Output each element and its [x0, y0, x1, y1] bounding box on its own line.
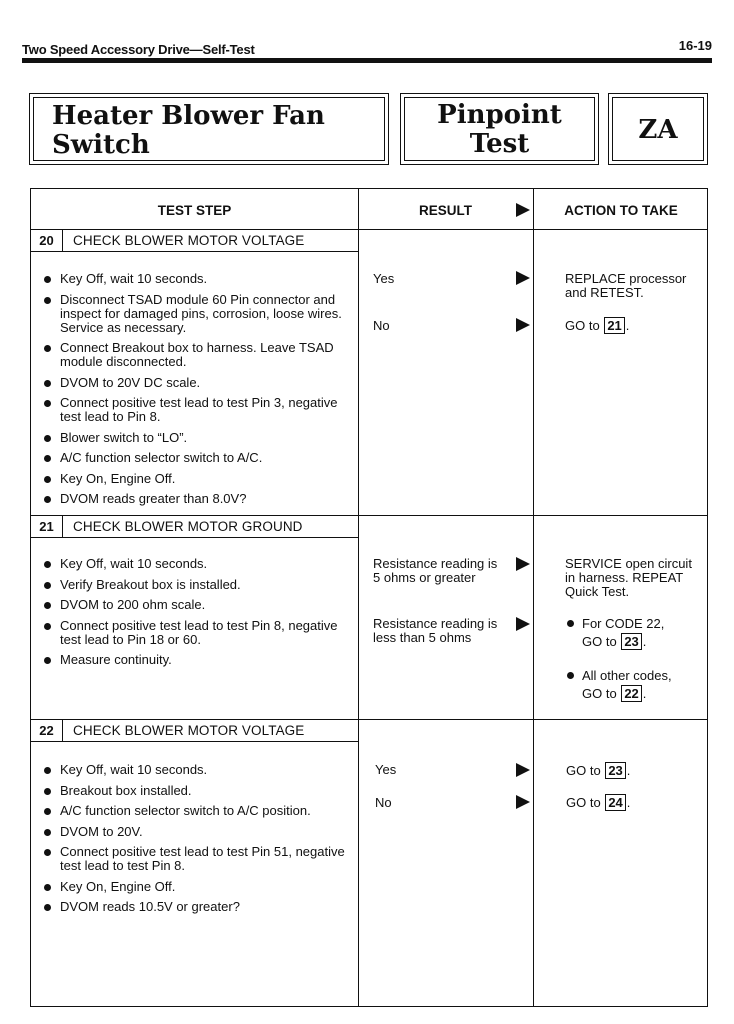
goto-suffix: . — [626, 795, 631, 810]
result-line: less than 5 ohms — [373, 630, 472, 645]
step-20-label — [31, 230, 359, 252]
result-line: 5 ohms or greater — [373, 570, 476, 585]
step-20-number: 20 — [31, 230, 63, 251]
list-item: A/C function selector switch to A/C position. — [41, 804, 359, 818]
step-20-result-no: No — [373, 318, 390, 333]
action-line: For CODE 22, — [582, 616, 665, 631]
action-line: Quick Test. — [565, 584, 630, 599]
step-20-title: CHECK BLOWER MOTOR VOLTAGE — [73, 233, 305, 248]
action-line: All other codes, — [582, 668, 672, 683]
step-21-action-2 — [565, 615, 664, 651]
step-22-result-yes-arrow — [516, 763, 530, 777]
title-main-line1: Heater Blower Fan — [52, 101, 325, 131]
list-item: Breakout box installed. — [41, 784, 359, 798]
list-item: Key Off, wait 10 seconds. — [41, 557, 359, 571]
goto-step-ref: 23 — [621, 633, 641, 650]
header-rule — [22, 58, 712, 63]
step-22-result-yes: Yes — [375, 762, 397, 777]
list-item: Key On, Engine Off. — [41, 472, 359, 486]
step-22-action-2 — [566, 794, 630, 811]
goto-label: GO to — [566, 795, 601, 810]
goto-label: GO to — [565, 318, 600, 333]
step-20-result-yes-arrow — [516, 271, 530, 285]
list-item: Key On, Engine Off. — [41, 880, 359, 894]
goto-step-ref: 23 — [605, 762, 625, 779]
action-line: in harness. REPEAT — [565, 570, 684, 585]
goto-step-ref: 21 — [604, 317, 624, 334]
list-item: DVOM reads greater than 8.0V? — [41, 492, 359, 506]
list-item: A/C function selector switch to A/C. — [41, 451, 359, 465]
step-20-result-no-arrow — [516, 318, 530, 332]
column-header-action: ACTION TO TAKE — [564, 203, 678, 218]
list-item: Disconnect TSAD module 60 Pin connector and inspect for damaged pins, corrosion, loose wires. Service as necessary. — [41, 293, 359, 335]
step-22-title: CHECK BLOWER MOTOR VOLTAGE — [73, 723, 305, 738]
action-goto — [582, 685, 672, 703]
step-21-title: CHECK BLOWER MOTOR GROUND — [73, 519, 303, 534]
step-21-result-2 — [373, 617, 497, 645]
title-box-code: ZA — [608, 93, 708, 165]
list-item: Connect positive test lead to test Pin 8, negative test lead to Pin 18 or 60. — [41, 619, 359, 647]
goto-step-ref: 24 — [605, 794, 625, 811]
step-21-bullets — [41, 557, 359, 674]
step-22-result-no-arrow — [516, 795, 530, 809]
step-22-action-1 — [566, 762, 630, 779]
goto-suffix: . — [642, 634, 647, 649]
list-item: Verify Breakout box is installed. — [41, 578, 359, 592]
title-box-pinpoint — [400, 93, 599, 165]
step-21-result-2-arrow — [516, 617, 530, 631]
list-item: Key Off, wait 10 seconds. — [41, 763, 359, 777]
action-goto — [582, 633, 664, 651]
goto-label: GO to — [566, 763, 601, 778]
page-header-section: Two Speed Accessory Drive—Self-Test — [22, 42, 255, 57]
goto-step-ref: 22 — [621, 685, 641, 702]
step-20-result-yes: Yes — [373, 271, 395, 286]
step-21-number: 21 — [31, 516, 63, 537]
goto-label: GO to — [582, 634, 617, 649]
title-pinpoint-line1: Pinpoint — [437, 100, 562, 130]
step-21-action-3 — [565, 667, 672, 703]
step-22-result-no: No — [375, 795, 392, 810]
goto-suffix: . — [626, 763, 631, 778]
page-number: 16-19 — [678, 38, 712, 53]
step-22-bullets — [41, 763, 359, 921]
step-21-result-1-arrow — [516, 557, 530, 571]
step-21-result-1 — [373, 557, 497, 585]
list-item: DVOM to 200 ohm scale. — [41, 598, 359, 612]
result-line: Resistance reading is — [373, 556, 498, 571]
list-item: Connect positive test lead to test Pin 3, negative test lead to Pin 8. — [41, 396, 359, 424]
pinpoint-test-table — [30, 188, 708, 1007]
action-line: SERVICE open circuit — [565, 556, 692, 571]
list-item: Measure continuity. — [41, 653, 359, 667]
list-item: DVOM to 20V DC scale. — [41, 376, 359, 390]
list-item: Key Off, wait 10 seconds. — [41, 272, 359, 286]
list-item: Blower switch to “LO”. — [41, 431, 359, 445]
list-item: DVOM reads 10.5V or greater? — [41, 900, 359, 914]
result-line: Resistance reading is — [373, 616, 498, 631]
step-21-action-1 — [565, 557, 692, 599]
action-line: and RETEST. — [565, 285, 644, 300]
column-header-arrow — [516, 203, 530, 217]
list-item: DVOM to 20V. — [41, 825, 359, 839]
column-header-test-step: TEST STEP — [157, 203, 232, 218]
step-22-label — [31, 720, 359, 742]
step-20-action-1 — [565, 272, 686, 300]
goto-suffix: . — [625, 318, 630, 333]
column-header-result: RESULT — [419, 203, 472, 218]
step-21-label — [31, 516, 359, 538]
step-20-action-2 — [565, 317, 629, 334]
list-item: Connect Breakout box to harness. Leave TSAD module disconnected. — [41, 341, 359, 369]
action-line: REPLACE processor — [565, 271, 687, 286]
title-pinpoint-line2: Test — [469, 129, 530, 159]
list-item: Connect positive test lead to test Pin 51, negative test lead to test Pin 8. — [41, 845, 359, 873]
column-divider-2 — [533, 189, 534, 1006]
title-main-line2: Switch — [52, 130, 150, 160]
step-22-number: 22 — [31, 720, 63, 741]
step-20-bullets — [41, 272, 359, 513]
title-box-main — [29, 93, 389, 165]
goto-suffix: . — [642, 686, 647, 701]
goto-label: GO to — [582, 686, 617, 701]
